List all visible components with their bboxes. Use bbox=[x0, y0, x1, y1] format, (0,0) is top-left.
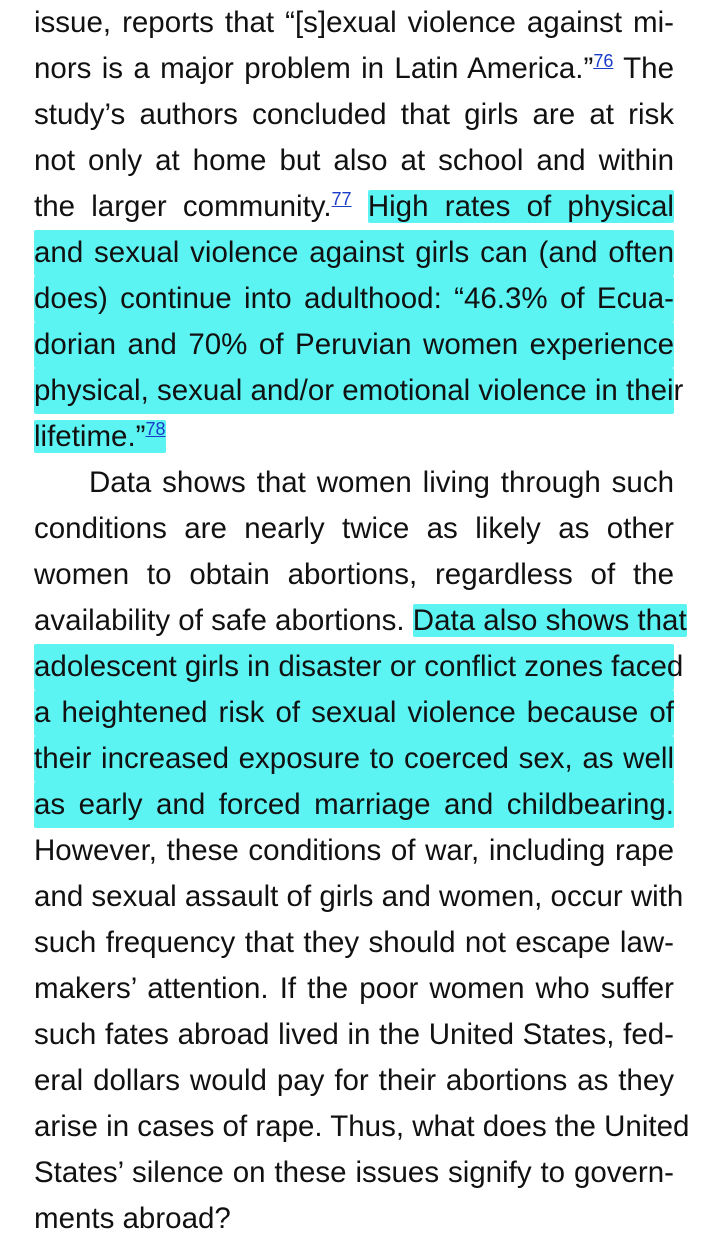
highlighted-text: lifetime.”$^{78}$ bbox=[34, 419, 166, 453]
highlighted-line: as early and forced marriage and childbearing. bbox=[34, 782, 674, 828]
text-line: issue, reports that “[s]exual violence against mi- bbox=[34, 6, 674, 39]
highlighted-line: dorian and 70% of Peruvian women experience bbox=[34, 322, 674, 368]
highlighted-text: Data also shows that bbox=[412, 604, 687, 637]
text-line: not only at home but also at school and within bbox=[34, 144, 674, 177]
text-line: ments abroad? bbox=[34, 1202, 231, 1235]
text-line: and sexual assault of girls and women, occur with bbox=[34, 880, 684, 913]
text-line: eral dollars would pay for their abortions as they bbox=[34, 1064, 674, 1097]
footnote-link-77[interactable]: 77 bbox=[331, 189, 352, 209]
text-line: such frequency that they should not escape law- bbox=[34, 926, 674, 959]
highlighted-line: a heightened risk of sexual violence because of bbox=[34, 690, 674, 736]
text-line: States’ silence on these issues signify to govern- bbox=[34, 1156, 674, 1189]
text-line: women to obtain abortions, regardless of the bbox=[34, 558, 674, 591]
highlighted-line: and sexual violence against girls can (and often bbox=[34, 230, 674, 276]
text-line: makers’ attention. If the poor women who suffer bbox=[34, 972, 674, 1005]
highlighted-text: High rates of physical bbox=[367, 190, 674, 223]
text-line bbox=[34, 414, 674, 460]
highlighted-line: their increased exposure to coerced sex, as well bbox=[34, 736, 674, 782]
text-line: study’s authors concluded that girls are at risk bbox=[34, 98, 674, 131]
paragraph-first-line: Data shows that women living through such bbox=[89, 466, 674, 499]
highlighted-line: adolescent girls in disaster or conflict zones faced bbox=[34, 644, 674, 690]
text-line: such fates abroad lived in the United States, fed- bbox=[34, 1018, 674, 1051]
text-line: However, these conditions of war, including rape bbox=[34, 834, 674, 867]
footnote-link-78[interactable]: 78 bbox=[145, 419, 166, 439]
highlighted-line: physical, sexual and/or emotional violence in their bbox=[34, 368, 674, 414]
text-line: nors is a major problem in Latin America.”$^{76}$ The bbox=[34, 51, 674, 85]
footnote-link-76[interactable]: 76 bbox=[593, 51, 614, 71]
text-line: the larger community.$^{77}$ High rates of physical bbox=[34, 189, 674, 223]
highlighted-line: does) continue into adulthood: “46.3% of Ecua- bbox=[34, 276, 674, 322]
text-line: arise in cases of rape. Thus, what does the United bbox=[34, 1110, 690, 1143]
text-line: availability of safe abortions. Data also shows that bbox=[34, 604, 687, 637]
text-line: conditions are nearly twice as likely as other bbox=[34, 512, 674, 545]
